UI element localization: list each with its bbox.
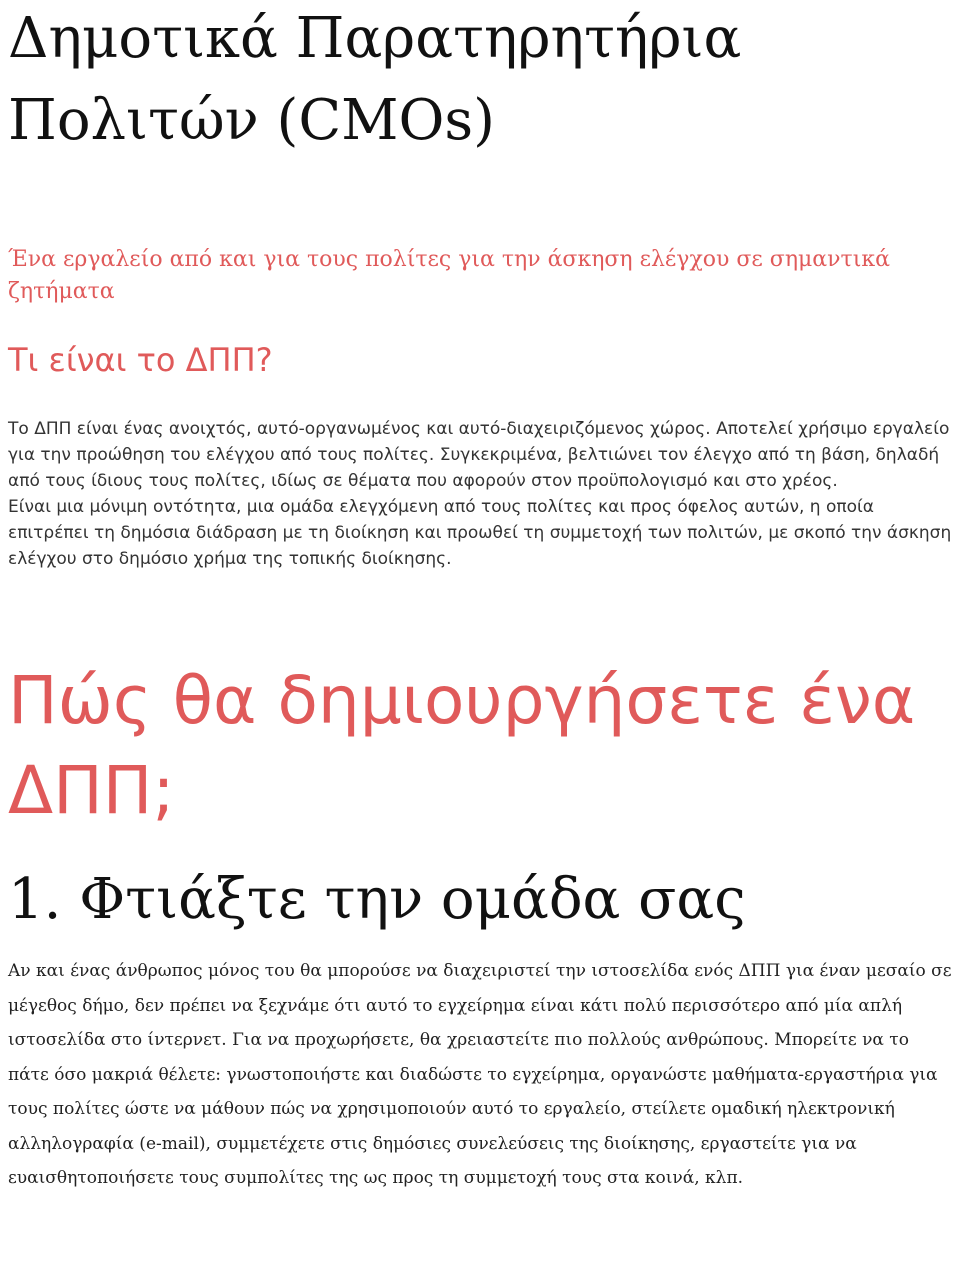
document-title: Δημοτικά Παρατηρητήρια Πολιτών (CMOs) xyxy=(8,6,742,153)
step-1-heading: 1. Φτιάξτε την ομάδα σας xyxy=(8,867,746,932)
intro-paragraph: Είναι μια μόνιμη οντότητα, μια ομάδα ελεγχόμενη από τους πολίτες και προς όφελος αυτών, η οποία επιτρέπει τη δημόσια διάδραση με τη διοίκηση και προωθεί τη συμμετοχή των πολιτών, με σκοπό την άσκηση ελέγχου στο δημόσιο χρήμα της τοπικής διοίκησης. xyxy=(8,497,952,569)
intro-text xyxy=(8,416,956,572)
how-to-create-heading: Πώς θα δημιουργήσετε ένα ΔΠΠ; xyxy=(8,662,916,829)
document-subtitle: Ένα εργαλείο από και για τους πολίτες για την άσκηση ελέγχου σε σημαντικά ζητήματα xyxy=(8,247,890,304)
step-1-body: Αν και ένας άνθρωπος μόνος του θα μπορούσε να διαχειριστεί την ιστοσελίδα ενός ΔΠΠ για έναν μεσαίο σε μέγεθος δήμο, δεν πρέπει να ξεχνάμε ότι αυτό το εγχείρημα είναι κάτι πολύ περισσότερο από μία απλή ιστοσελίδα στο ίντερνετ. Για να προχωρήσετε, θα χρειαστείτε πιο πολλούς ανθρώπους. Μπορείτε να το πάτε όσο μακριά θέλετε: γνωστοποιήστε και διαδώστε το εγχείρημα, οργανώστε μαθήματα-εργαστήρια για τους πολίτες ώστε να μάθουν πώς να χρησιμοποιούν αυτό το εργαλείο, στείλετε ομαδική ηλεκτρονική αλληλογραφία (e-mail), συμμετέχετε στις δημόσιες συνελεύσεις της διοίκησης, εργαστείτε για να ευαισθητοποιήσετε τους συμπολίτες της ως προς τη συμμετοχή τους στα κοινά, κλπ. xyxy=(8,961,952,1188)
section-heading-what-is: Τι είναι το ΔΠΠ? xyxy=(8,341,273,379)
intro-paragraph: Το ΔΠΠ είναι ένας ανοιχτός, αυτό-οργανωμένος και αυτό-διαχειριζόμενος χώρος. Αποτελεί χρήσιμο εργαλείο για την προώθηση του ελέγχου από τους πολίτες. Συγκεκριμένα, βελτιώνει τον έλεγχο από τη βάση, δηλαδή από τους ίδιους τους πολίτες, ιδίως σε θέματα που αφορούν στον προϋπολογισμό και στο χρέος. xyxy=(8,419,950,491)
